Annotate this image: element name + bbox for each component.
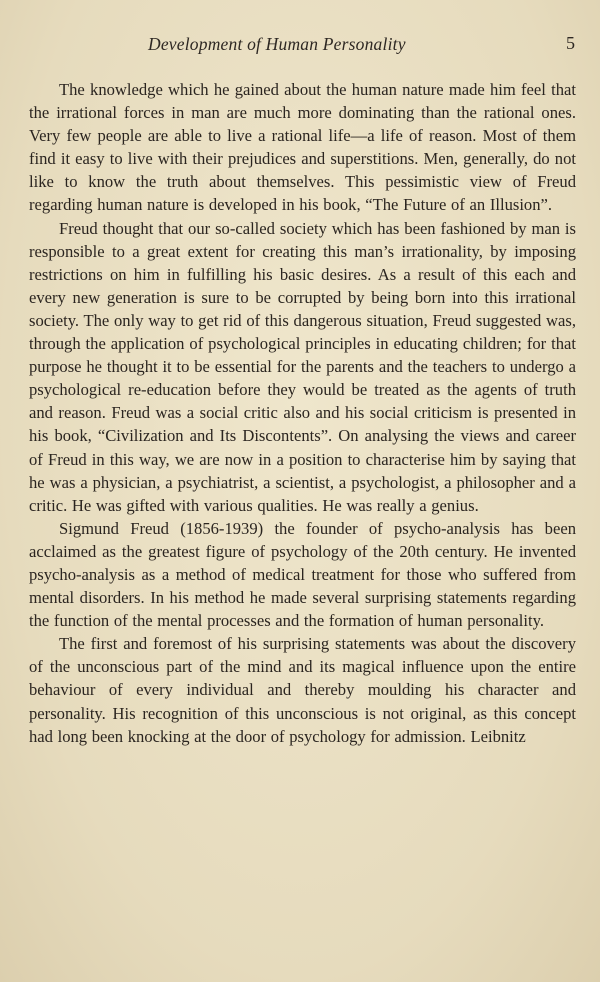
page-number: 5 [566,33,575,53]
running-title: Development of Human Personality [148,34,406,54]
paragraph: Sigmund Freud (1856-1939) the founder of psycho-analysis has been acclaimed as the greatest figure of psychology of the 20th century. He invented psycho-analysis as a method of medical treatment for those who suffered from mental disorders. In his method he made several surprising statements regarding the function of the mental processes and the formation of human personality. [29,518,576,631]
paragraph: Freud thought that our so-called society which has been fashioned by man is responsible to a great extent for creating this man’s irrationality, by imposing restrictions on him in fulfilling his basic desires. As a result of this each and every new generation is sure to be corrupted by being born into this irrational society. The only way to get rid of this dangerous situation, Freud suggested was, through the application of psychological principles in educating children; for that purpose he thought it to be essential for the parents and the teachers to undergo a psychological re-education before they would be treated as the agents of truth and reason. Freud was a social critic also and his social criticism is presented in his book, “Civilization and Its Discontents”. On analysing the views and career of Freud in this way, we are now in a position to characterise him by saying that he was a physician, a psychiatrist, a scientist, a psychologist, a philosopher and a critic. He was gifted with various qualities. He was really a genius. [29,218,576,515]
running-header [29,32,576,62]
paragraph: The first and foremost of his surprising statements was about the discovery of the unconscious part of the mind and its magical influence upon the entire behaviour of every individual and thereby moulding his character and personality. His recognition of this unconscious is not original, as this concept had long been knocking at the door of psychology for admission. Leibnitz [29,634,576,746]
paragraph: The knowledge which he gained about the human nature made him feel that the irrational forces in man are much more dominating than the rational ones. Very few people are able to live a rational life—a life of reason. Most of them find it easy to live with their prejudices and superstitions. Men, generally, do not like to know the truth about themselves. This pessimistic view of Freud regarding human nature is developed in his book, “The Future of an Illusion”. [29,80,576,215]
body-text [29,78,576,748]
